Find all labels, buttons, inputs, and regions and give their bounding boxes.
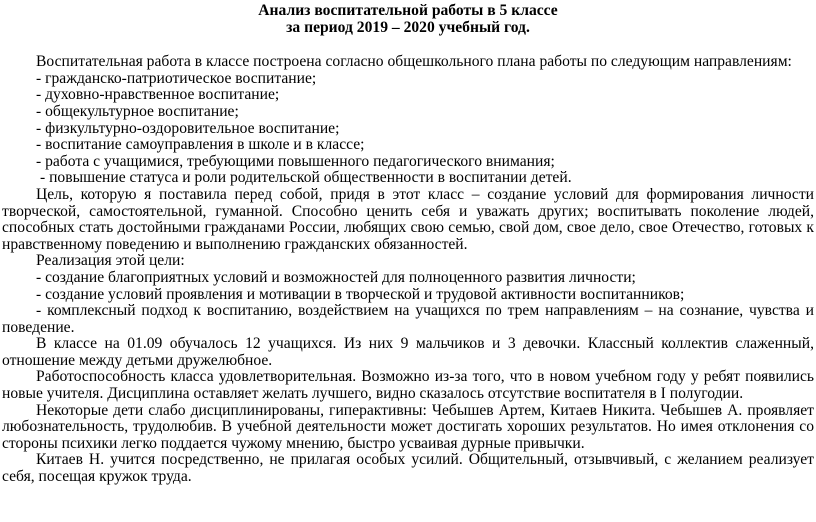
goal-paragraph: Цель, которую я поставила перед собой, придя в этот класс – создание условий для формирования личности творческой, самостоятельной, гуманной. Способно ценить себя и уважать других; воспитывать поколение людей, способных стать достойными гражданами России, любящих свою семью, свой дом, свое дело, свое Отечество, готовых к нравственному поведению и выполнению гражданских обязанностей. [2,185,814,253]
directions-list [2,71,814,187]
kitaev-paragraph: Китаев Н. учится посредственно, не прилагая особых усилий. Общительный, отзывчивый, с желанием реализует себя, посещая кружок труда. [2,451,814,486]
document-title-line-2: за период 2019 – 2020 учебный год. [286,18,530,36]
discipline-paragraph: Некоторые дети слабо дисциплинированы, гиперактивны: Чебышев Артем, Китаев Никита. Чебышев А. проявляет любознательность, трудолюбив. В учебной деятельности может достигать хороших результатов. Но имея отклонения со стороны психики легко поддается чужому мнению, быстро усваивая дурные привычки. [2,401,814,452]
direction-item: - повышение статуса и роли родительской общественности в воспитании детей. [40,169,572,187]
direction-item: - общекультурное воспитание; [36,102,239,120]
realization-heading: Реализация этой цели: [36,252,185,270]
work-capacity-paragraph: Работоспособность класса удовлетворительная. Возможно из-за того, что в новом учебном году у ребят появились новые учителя. Дисциплина оставляет желать лучшего, видно сказалось отсутствие воспитателя в I полугодии. [2,368,814,403]
direction-item: - воспитание самоуправления в школе и в классе; [36,136,365,154]
intro-paragraph: Воспитательная работа в классе построена согласно общешкольного плана работы по следующим направлениям: [36,53,792,71]
students-paragraph: В классе на 01.09 обучалось 12 учащихся. Из них 9 мальчиков и 3 девочки. Классный коллектив слаженный, отношение между детьми дружелюбное. [2,335,814,369]
title-spacer [2,36,814,54]
direction-item: - духовно-нравственное воспитание; [36,86,280,104]
direction-item: - работа с учащимися, требующими повышенного педагогического внимания; [36,152,555,170]
direction-item: - гражданско-патриотическое воспитание; [36,69,317,87]
realization-list [2,270,814,336]
direction-item: - физкультурно-оздоровительное воспитание; [36,119,340,137]
document-title-line-1: Анализ воспитательной работы в 5 классе [258,2,558,19]
realization-item: - создание благоприятных условий и возможностей для полноценного развития личности; [36,268,636,286]
realization-item: - комплексный подход к воспитанию, воздействием на учащихся по трем направлениям – на сознание, чувства и поведение. [2,302,814,336]
realization-item: - создание условий проявления и мотивации в творческой и трудовой активности воспитанников; [36,285,685,303]
